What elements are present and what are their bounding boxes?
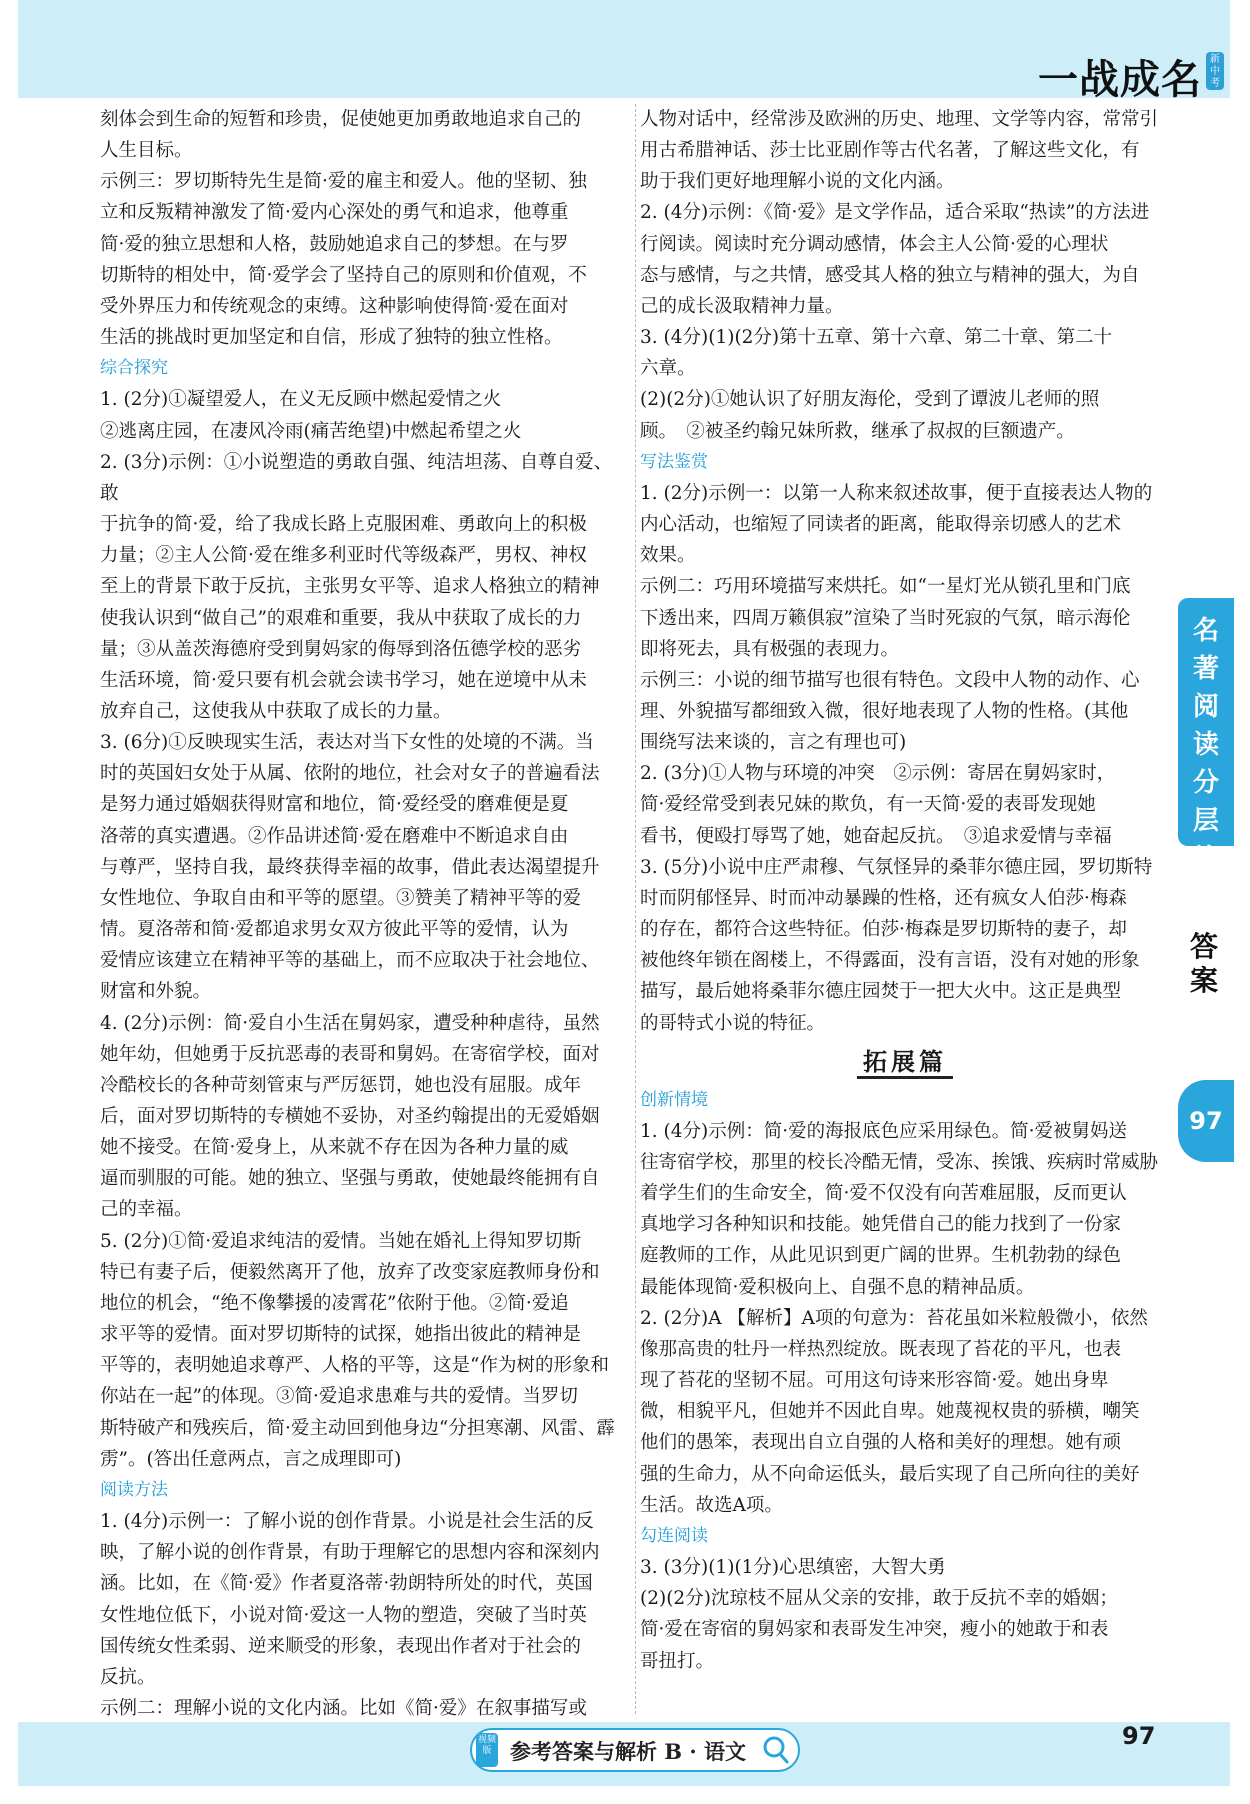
question-line: 3. (4分)(1)(2分)第十五章、第十六章、第二十章、第二十: [640, 327, 1113, 349]
text-line: 后，面对罗切斯特的专横她不妥协，对圣约翰提出的无爱婚姻: [100, 1106, 600, 1127]
text-line: 国传统女性柔弱、逆来顺受的形象，表现出作者对于社会的: [100, 1635, 582, 1657]
text-line: 真地学习各种知识和技能。她凭借自己的能力找到了一份家: [640, 1214, 1122, 1236]
answer-line: (2)(2分)①她认识了好朋友海伦，受到了谭波儿老师的照: [640, 389, 1100, 411]
question-line: 4. (2分)示例：简·爱自小生活在舅妈家，遭受种种虐待，虽然: [100, 1012, 600, 1034]
text-line: 态与感情，与之共情，感受其人格的独立与精神的强大，为自: [640, 264, 1140, 286]
text-line: 效果。: [640, 545, 696, 567]
text-line: 她年幼，但她勇于反抗恶毒的表哥和舅妈。在寄宿学校，面对: [100, 1043, 600, 1065]
page-number: 97: [1122, 1722, 1156, 1750]
text-line: 特已有妻子后，便毅然离开了他，放弃了改变家庭教师身份和: [100, 1261, 600, 1283]
text-line: 看书，便殴打辱骂了她，她奋起反抗。 ③追求爱情与幸福: [640, 825, 1112, 847]
left-column: [100, 104, 630, 1724]
text-line: 冷酷校长的各种苛刻管束与严厉惩罚，她也没有屈服。成年: [100, 1074, 582, 1096]
text-line: 至上的背景下敢于反抗，主张男女平等、追求人格独立的精神: [100, 576, 600, 598]
footer-title: 参考答案与解析 B · 语文: [510, 1739, 746, 1764]
text-line: 洛蒂的真实遭遇。②作品讲述简·爱在磨难中不断追求自由: [100, 825, 569, 847]
section-heading: 阅读方法: [100, 1479, 168, 1500]
question-line: 1. (4分)示例：简·爱的海报底色应采用绿色。简·爱被舅妈送: [640, 1120, 1128, 1142]
question-line: 3. (5分)小说中庄严肃穆、气氛怪异的桑菲尔德庄园，罗切斯特: [640, 856, 1153, 878]
text-line: 理、外貌描写都细致入微，很好地表现了人物的性格。(其他: [640, 700, 1129, 722]
text-line: 即将死去，具有极强的表现力。: [640, 638, 900, 660]
brand-badge: 新中考: [1206, 52, 1224, 90]
section-heading: 综合探究: [100, 358, 168, 379]
text-line: 地位的机会，“绝不像攀援的凌霄花”依附于他。②简·爱追: [100, 1292, 569, 1314]
text-line: 行阅读。阅读时充分调动感情，体会主人公简·爱的心理状: [640, 233, 1109, 255]
text-line: 女性地位低下，小说对简·爱这一人物的塑造，突破了当时英: [100, 1604, 587, 1626]
side-tab-page-number: 97: [1178, 1080, 1234, 1162]
question-line: 2. (3分)①人物与环境的冲突 ②示例：寄居在舅妈家时，: [640, 763, 1116, 785]
text-line: 求平等的爱情。面对罗切斯特的试探，她指出彼此的精神是: [100, 1324, 582, 1346]
right-column: [640, 104, 1170, 1677]
text-line: 是努力通过婚姻获得财富和地位，简·爱经受的磨难便是夏: [100, 794, 569, 816]
text-line: 量；③从盖茨海德府受到舅妈家的侮辱到洛伍德学校的恶劣: [100, 638, 582, 660]
text-line: 时的英国妇女处于从属、依附的地位，社会对女子的普遍看法: [100, 763, 600, 785]
text-line: 与尊严，坚持自我，最终获得幸福的故事，借此表达渴望提升: [100, 856, 600, 878]
side-tab-book-reading-label: 名著阅读分层练: [1192, 616, 1219, 874]
text-line: 往寄宿学校，那里的校长冷酷无情，受冻、挨饿、疾病时常威胁: [640, 1152, 1159, 1173]
text-line: 刻体会到生命的短暂和珍贵，促使她更加勇敢地追求自己的: [100, 109, 582, 130]
text-line: 人生目标。: [100, 140, 193, 162]
section-heading: 创新情境: [640, 1089, 708, 1110]
answer-line: 示例三：小说的细节描写也很有特色。文段中人物的动作、心: [640, 669, 1140, 691]
text-line: 简·爱的独立思想和人格，鼓励她追求自己的梦想。在与罗: [100, 233, 569, 255]
text-line: 下透出来，四周万籁俱寂”渲染了当时死寂的气氛，暗示海伦: [640, 607, 1131, 629]
section-heading: 写法鉴赏: [640, 451, 708, 472]
question-line: 1. (2分)①凝望爱人，在义无反顾中燃起爱情之火: [100, 389, 502, 411]
text-line: 于抗争的简·爱，给了我成长路上克服困难、勇敢向上的积极: [100, 514, 587, 536]
text-line: 生活的挑战时更加坚定和自信，形成了独特的独立性格。: [100, 327, 563, 349]
answer-line: 示例二：巧用环境描写来烘托。如“一星灯光从锁孔里和门底: [640, 576, 1131, 598]
text-line: 用古希腊神话、莎士比亚剧作等古代名著，了解这些文化，有: [640, 140, 1140, 162]
text-line: 内心活动，也缩短了同读者的距离，能取得亲切感人的艺术: [640, 514, 1122, 536]
text-line: 微，相貌平凡，但她并不因此自卑。她蔑视权贵的骄横，嘲笑: [640, 1401, 1140, 1423]
side-tab-answer-label: 答案: [1189, 930, 1218, 997]
text-line: 爱情应该建立在精神平等的基础上，而不应取决于社会地位、: [100, 950, 600, 972]
text-line: 最能体现简·爱积极向上、自强不息的精神品质。: [640, 1276, 1035, 1298]
answer-line: 简·爱在寄宿的舅妈家和表哥发生冲突，瘦小的她敢于和表: [640, 1619, 1109, 1641]
part-title: [640, 1039, 1170, 1085]
text-line: 她不接受。在简·爱身上，从来就不存在因为各种力量的威: [100, 1137, 569, 1159]
text-line: 情。夏洛蒂和简·爱都追求男女双方彼此平等的爱情，认为: [100, 919, 569, 941]
text-line: 围绕写法来谈的，言之有理也可): [640, 732, 907, 754]
answer-line: 示例三：罗切斯特先生是简·爱的雇主和爱人。他的坚韧、独: [100, 171, 587, 193]
question-line: 3. (3分)(1)(1分)心思缜密，大智大勇: [640, 1557, 946, 1579]
question-line: 2. (3分)示例：①小说塑造的勇敢自强、纯洁坦荡、自尊自爱、敢: [100, 451, 613, 504]
text-line: 时而阴郁怪异、时而冲动暴躁的性格，还有疯女人伯莎·梅森: [640, 887, 1127, 909]
answer-line: 哥扭打。: [640, 1650, 715, 1672]
text-line: 被他终年锁在阁楼上，不得露面，没有言语，没有对她的形象: [640, 950, 1140, 972]
search-icon: [762, 1735, 790, 1765]
text-line: 财富和外貌。: [100, 981, 212, 1003]
text-line: 己的幸福。: [100, 1199, 193, 1221]
text-line: 雳”。(答出任意两点，言之成理即可): [100, 1448, 402, 1470]
text-line: 逼而驯服的可能。她的独立、坚强与勇敢，使她最终能拥有自: [100, 1168, 600, 1190]
text-line: 受外界压力和传统观念的束缚。这种影响使得简·爱在面对: [100, 295, 569, 317]
text-line: 涵。比如，在《简·爱》作者夏洛蒂·勃朗特所处的时代，英国: [100, 1573, 593, 1595]
text-line: 生活环境，简·爱只要有机会就会读书学习，她在逆境中从未: [100, 669, 587, 691]
text-line: 人物对话中，经常涉及欧洲的历史、地理、文学等内容，常常引: [640, 109, 1159, 130]
question-line: 1. (4分)示例一：了解小说的创作背景。小说是社会生活的反: [100, 1511, 594, 1533]
section-heading: 勾连阅读: [640, 1525, 708, 1546]
column-divider: [635, 104, 636, 1714]
text-line: 切斯特的相处中，简·爱学会了坚持自己的原则和价值观，不: [100, 264, 587, 286]
text-line: 着学生们的生命安全，简·爱不仅没有向苦难屈服，反而更认: [640, 1183, 1127, 1205]
text-line: 平等的，表明她追求尊严、人格的平等，这是“作为树的形象和: [100, 1355, 609, 1377]
text-line: 立和反叛精神激发了简·爱内心深处的勇气和追求，他尊重: [100, 202, 569, 224]
text-line: 助于我们更好地理解小说的文化内涵。: [640, 171, 955, 193]
footer-video-badge: 视频版: [476, 1733, 498, 1767]
answer-line: (2)(2分)沈琼枝不屈从父亲的安排，敢于反抗不幸的婚姻；: [640, 1588, 1118, 1610]
brand-logo: 一战成名: [1038, 57, 1202, 103]
text-line: 现了苔花的坚韧不屈。可用这句诗来形容简·爱。她出身卑: [640, 1370, 1109, 1392]
text-line: 庭教师的工作，从此见识到更广阔的世界。生机勃勃的绿色: [640, 1245, 1122, 1267]
text-line: 生活。故选A项。: [640, 1494, 783, 1516]
answer-line: ②逃离庄园，在凄风冷雨(痛苦绝望)中燃起希望之火: [100, 420, 522, 442]
question-line: 5. (2分)①简·爱追求纯洁的爱情。当她在婚礼上得知罗切斯: [100, 1230, 582, 1252]
text-line: 的存在，都符合这些特征。伯莎·梅森是罗切斯特的妻子，却: [640, 919, 1127, 941]
part-title-text: 拓展篇: [857, 1047, 953, 1079]
question-line: 2. (4分)示例：《简·爱》是文学作品，适合采取“热读”的方法进: [640, 202, 1150, 224]
text-line: 己的成长汲取精神力量。: [640, 295, 844, 317]
text-line: 斯特破产和残疾后，简·爱主动回到他身边“分担寒潮、风雷、霹: [100, 1417, 615, 1439]
text-line: 六章。: [640, 358, 696, 380]
text-line: 像那高贵的牡丹一样热烈绽放。既表现了苔花的平凡，也表: [640, 1338, 1122, 1360]
text-line: 映，了解小说的创作背景，有助于理解它的思想内容和深刻内: [100, 1542, 600, 1564]
text-line: 女性地位、争取自由和平等的愿望。③赞美了精神平等的爱: [100, 887, 582, 909]
question-line: 1. (2分)示例一：以第一人称来叙述故事，便于直接表达人物的: [640, 482, 1153, 504]
text-line: 的哥特式小说的特征。: [640, 1012, 826, 1034]
question-line: 3. (6分)①反映现实生活，表达对当下女性的处境的不满。当: [100, 732, 594, 754]
question-line: 2. (2分)A 【解析】A项的句意为：苔花虽如米粒般微小，依然: [640, 1307, 1148, 1329]
text-line: 你站在一起”的体现。③简·爱追求患难与共的爱情。当罗切: [100, 1386, 578, 1408]
text-line: 他们的愚笨，表现出自立自强的人格和美好的理想。她有顽: [640, 1432, 1122, 1454]
text-line: 放弃自己，这使我从中获取了成长的力量。: [100, 700, 452, 722]
text-line: 强的生命力，从不向命运低头，最后实现了自己所向往的美好: [640, 1463, 1140, 1485]
text-line: 描写，最后她将桑菲尔德庄园焚于一把大火中。这正是典型: [640, 981, 1122, 1003]
text-line: 力量；②主人公简·爱在维多利亚时代等级森严，男权、神权: [100, 545, 587, 567]
text-line: 使我认识到“做自己”的艰难和重要，我从中获取了成长的力: [100, 607, 582, 629]
answer-line: 示例二：理解小说的文化内涵。比如《简·爱》在叙事描写或: [100, 1697, 587, 1719]
text-line: 顾。 ②被圣约翰兄妹所救，继承了叔叔的巨额遗产。: [640, 420, 1075, 442]
text-line: 简·爱经常受到表兄妹的欺负，有一天简·爱的表哥发现她: [640, 794, 1096, 816]
text-line: 反抗。: [100, 1666, 156, 1688]
